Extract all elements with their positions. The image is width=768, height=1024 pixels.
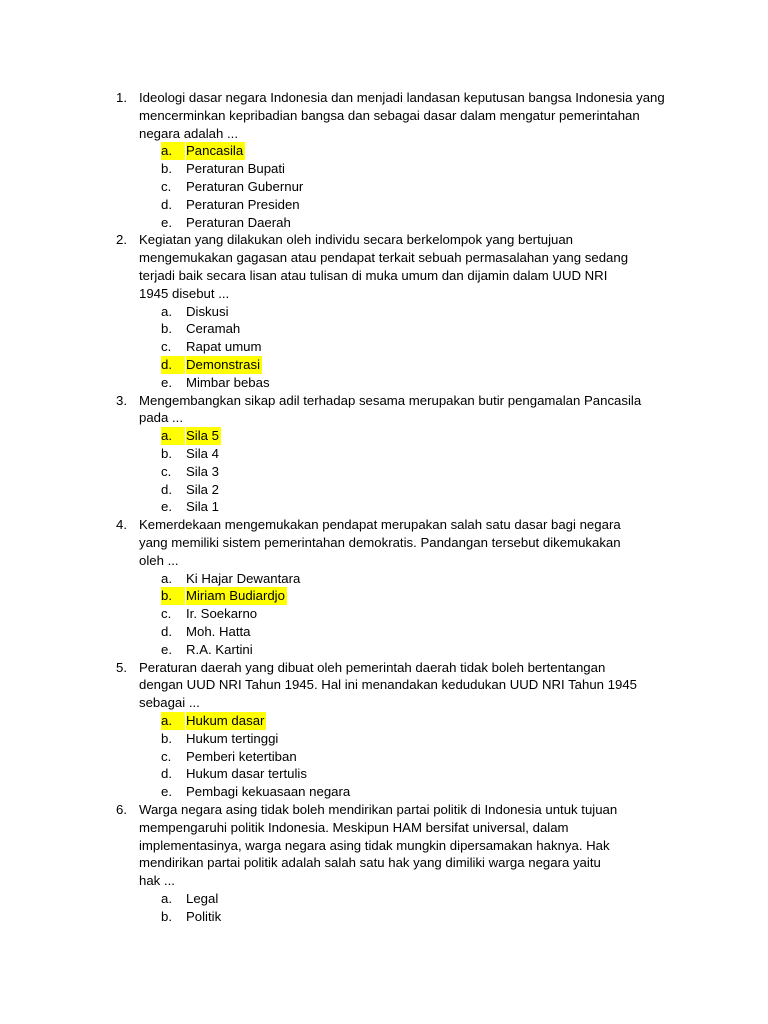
option-text: Sila 2 <box>186 481 219 497</box>
option-letter: b. <box>161 445 172 461</box>
question-text-line: 1945 disebut ... <box>139 285 230 301</box>
option-text-highlighted: Sila 5 <box>186 428 219 444</box>
option-letter: d. <box>161 481 172 497</box>
question-text-line: Kegiatan yang dilakukan oleh individu secara berkelompok yang bertujuan <box>139 232 574 248</box>
option-letter: e. <box>161 784 172 800</box>
option-text: Pemberi ketertiban <box>186 748 297 764</box>
answer-option-c <box>0 463 768 481</box>
answer-option-a <box>0 303 768 321</box>
question-number: 6. <box>116 802 127 817</box>
option-text: Ki Hajar Dewantara <box>186 570 301 586</box>
option-letter: c. <box>161 748 172 764</box>
option-letter: c. <box>161 339 172 355</box>
option-text: R.A. Kartini <box>186 641 253 657</box>
option-text: Rapat umum <box>186 339 262 355</box>
question-text-line: mengemukakan gagasan atau pendapat terkait sebuah permasalahan yang sedang <box>139 250 629 266</box>
option-text: Mimbar bebas <box>186 374 270 390</box>
option-text-highlighted: Hukum dasar <box>186 712 265 728</box>
question-text-line: negara adalah ... <box>139 125 238 141</box>
question-text-line: mencerminkan kepribadian bangsa dan sebagai dasar dalam mengatur pemerintahan <box>139 107 640 123</box>
question-number: 5. <box>116 659 127 675</box>
question-text-line: Mengembangkan sikap adil terhadap sesama merupakan butir pengamalan Pancasila <box>139 392 642 408</box>
question-text-line: oleh ... <box>139 552 179 568</box>
option-letter: e. <box>161 374 172 390</box>
answer-option-d <box>0 356 768 374</box>
option-text: Ir. Soekarno <box>186 606 258 622</box>
answer-option-b <box>0 730 768 748</box>
question-text-line: mendirikan partai politik adalah salah satu hak yang dimiliki warga negara yaitu <box>139 855 601 871</box>
option-letter: a. <box>161 303 172 319</box>
option-letter: b. <box>161 161 172 177</box>
option-text-highlighted: Demonstrasi <box>186 356 261 372</box>
option-text: Peraturan Bupati <box>186 161 285 177</box>
option-letter: d. <box>161 623 172 639</box>
answer-option-a <box>0 890 768 908</box>
question-text-line: Warga negara asing tidak boleh mendirikan partai politik di Indonesia untuk tujuan <box>139 802 618 817</box>
answer-option-b <box>0 908 768 926</box>
question-text-line: hak ... <box>139 873 175 889</box>
option-text: Sila 1 <box>186 499 219 515</box>
answer-option-d <box>0 623 768 641</box>
option-text: Ceramah <box>186 321 241 337</box>
answer-option-d <box>0 765 768 783</box>
answer-option-c <box>0 748 768 766</box>
option-letter: a. <box>161 570 172 586</box>
question-text-line: terjadi baik secara lisan atau tulisan di muka umum dan dijamin dalam UUD NRI <box>139 267 608 283</box>
option-letter: b. <box>161 321 172 337</box>
option-letter: e. <box>161 214 172 230</box>
answer-option-e <box>0 374 768 392</box>
answer-option-b <box>0 587 768 605</box>
answer-option-a <box>0 570 768 588</box>
option-text: Sila 3 <box>186 463 219 479</box>
option-letter: c. <box>161 463 172 479</box>
answer-option-d <box>0 196 768 214</box>
question-number: 3. <box>116 392 127 408</box>
option-text: Pembagi kekuasaan negara <box>186 784 351 800</box>
question-text-line: Peraturan daerah yang dibuat oleh pemerintah daerah tidak boleh bertentangan <box>139 659 606 675</box>
option-text: Peraturan Gubernur <box>186 179 304 194</box>
option-letter: e. <box>161 641 172 657</box>
option-text: Diskusi <box>186 303 229 319</box>
question-text-line: Kemerdekaan mengemukakan pendapat merupakan salah satu dasar bagi negara <box>139 517 621 533</box>
question-text-line: dengan UUD NRI Tahun 1945. Hal ini menandakan kedudukan UUD NRI Tahun 1945 <box>139 677 638 693</box>
question-text <box>139 659 684 712</box>
option-letter: b. <box>161 587 185 605</box>
question-number: 2. <box>116 232 127 248</box>
answer-option-c <box>0 178 768 196</box>
answer-option-a <box>0 427 768 445</box>
question-text-line: pada ... <box>139 410 183 426</box>
option-letter: d. <box>161 356 185 374</box>
question-text <box>139 516 684 569</box>
option-text-highlighted: Pancasila <box>186 143 244 159</box>
question-number: 1. <box>116 90 127 105</box>
question-text-line: sebagai ... <box>139 695 200 711</box>
option-letter: e. <box>161 499 172 515</box>
option-text: Hukum tertinggi <box>186 730 279 746</box>
option-letter: a. <box>161 891 172 906</box>
answer-option-a <box>0 712 768 730</box>
option-letter: a. <box>161 427 185 445</box>
answer-option-b <box>0 445 768 463</box>
option-text: Moh. Hatta <box>186 623 251 639</box>
option-letter: a. <box>161 142 185 160</box>
answer-option-e <box>0 783 768 801</box>
answer-option-e <box>0 641 768 659</box>
answer-option-a <box>0 142 768 160</box>
answer-option-c <box>0 338 768 356</box>
question-text-line: mempengaruhi politik Indonesia. Meskipun HAM bersifat universal, dalam <box>139 819 569 835</box>
option-text: Legal <box>186 891 219 906</box>
option-text: Politik <box>186 908 222 924</box>
option-text: Sila 4 <box>186 445 219 461</box>
option-letter: c. <box>161 179 172 194</box>
option-letter: c. <box>161 606 172 622</box>
question-text <box>139 89 684 142</box>
option-text: Peraturan Daerah <box>186 214 291 230</box>
option-text: Peraturan Presiden <box>186 196 300 212</box>
question-text <box>139 801 684 890</box>
option-letter: a. <box>161 712 185 730</box>
question-number: 4. <box>116 517 127 533</box>
option-letter: b. <box>161 908 172 924</box>
option-letter: b. <box>161 730 172 746</box>
question-text <box>139 392 684 428</box>
question-text <box>139 231 684 302</box>
question-text-line: implementasinya, warga negara asing tidak mungkin dipersamakan haknya. Hak <box>139 837 610 853</box>
answer-option-b <box>0 160 768 178</box>
answer-option-c <box>0 605 768 623</box>
question-text-line: yang memiliki sistem pemerintahan demokratis. Pandangan tersebut dikemukakan <box>139 534 621 550</box>
answer-option-e <box>0 498 768 516</box>
option-letter: d. <box>161 196 172 212</box>
answer-option-e <box>0 214 768 232</box>
option-letter: d. <box>161 766 172 782</box>
answer-option-b <box>0 320 768 338</box>
answer-option-d <box>0 481 768 499</box>
question-text-line: Ideologi dasar negara Indonesia dan menjadi landasan keputusan bangsa Indonesia yang <box>139 90 665 105</box>
option-text: Hukum dasar tertulis <box>186 766 307 782</box>
option-text-highlighted: Miriam Budiardjo <box>186 588 285 604</box>
